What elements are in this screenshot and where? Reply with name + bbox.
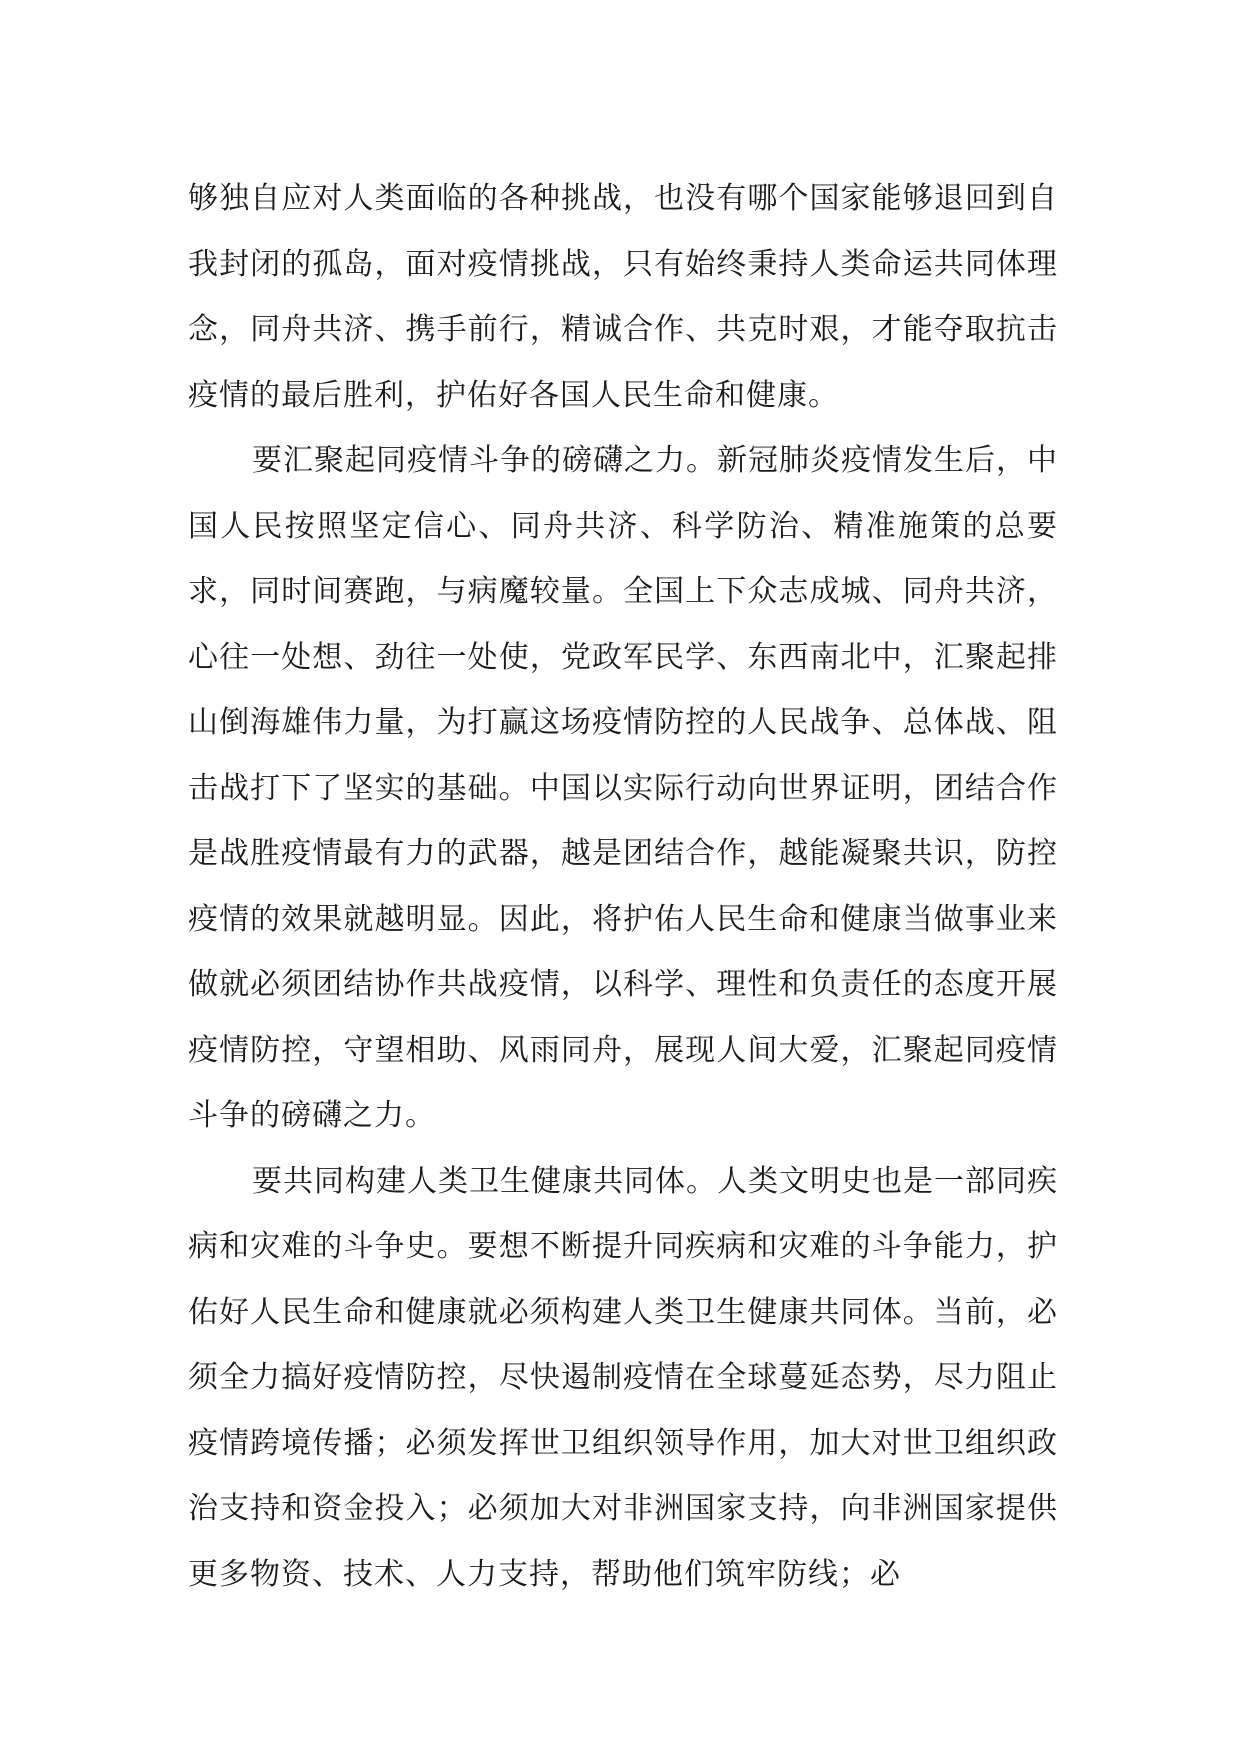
paragraph-3: 要共同构建人类卫生健康共同体。人类文明史也是一部同疾病和灾难的斗争史。要想不断提升同疾病和灾难的斗争能力，护佑好人民生命和健康就必须构建人类卫生健康共同体。当前，必须全力搞好疫情防控，尽快遏制疫情在全球蔓延态势，尽力阻止疫情跨境传播；必须发挥世卫组织领导作用，加大对世卫组织政治支持和资金投入；必须加大对非洲国家支持，向非洲国家提供更多物资、技术、人力支持，帮助他们筑牢防线；必 [188, 1163, 1058, 1592]
paragraph-2: 要汇聚起同疫情斗争的磅礴之力。新冠肺炎疫情发生后，中国人民按照坚定信心、同舟共济、科学防治、精准施策的总要求，同时间赛跑，与病魔较量。全国上下众志成城、同舟共济，心往一处想、劲往一处使，党政军民学、东西南北中，汇聚起排山倒海雄伟力量，为打赢这场疫情防控的人民战争、总体战、阻击战打下了坚实的基础。中国以实际行动向世界证明，团结合作是战胜疫情最有力的武器，越是团结合作，越能凝聚共识，防控疫情的效果就越明显。因此，将护佑人民生命和健康当做事业来做就必须团结协作共战疫情，以科学、理性和负责任的态度开展疫情防控，守望相助、风雨同舟，展现人间大爱，汇聚起同疫情斗争的磅礴之力。 [188, 443, 1058, 1133]
body-text [188, 166, 1058, 1607]
paragraph-1: 够独自应对人类面临的各种挑战，也没有哪个国家能够退回到自我封闭的孤岛，面对疫情挑战，只有始终秉持人类命运共同体理念，同舟共济、携手前行，精诚合作、共克时艰，才能夺取抗击疫情的最后胜利，护佑好各国人民生命和健康。 [188, 181, 1058, 413]
